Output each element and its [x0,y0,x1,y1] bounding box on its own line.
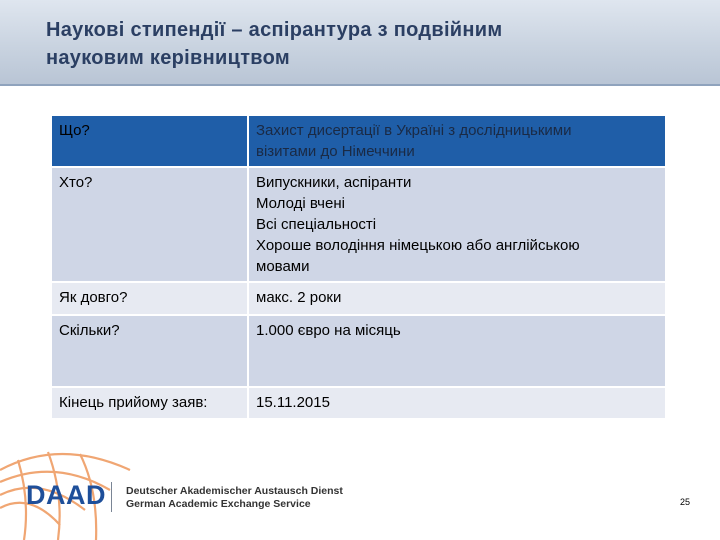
value-line: мовами [256,258,310,275]
title-line-1: Наукові стипендії – аспірантура з подвійним [46,19,503,41]
org-name-line-2: German Academic Exchange Service [126,498,311,510]
row-label: Кінець прийому заяв: [52,387,248,419]
row-value [248,282,665,315]
value-line: Хороше володіння німецькою або англійською [256,237,580,254]
org-name-line-1: Deutscher Akademischer Austausch Dienst [126,485,343,497]
table-row-amount [52,315,665,387]
row-value [248,116,665,167]
row-value [248,167,665,282]
table-row-deadline [52,387,665,419]
info-table [52,116,665,420]
header-divider [0,84,720,86]
row-value [248,387,665,419]
row-label: Скільки? [52,315,248,387]
row-label: Хто? [52,167,248,282]
row-label: Що? [52,116,248,167]
value-line: Молоді вчені [256,195,345,212]
row-label: Як довго? [52,282,248,315]
slide-title [46,16,686,72]
daad-logo: DAAD [26,480,106,510]
page-number: 25 [680,497,691,507]
table-row-duration [52,282,665,315]
value-line: 1.000 євро на місяць [256,322,401,339]
value-line: Всі спеціальності [256,216,377,233]
logo-divider [111,482,112,512]
table-row-who [52,167,665,282]
title-line-2: науковим керівництвом [46,47,290,69]
table-row-what [52,116,665,167]
value-line: Випускники, аспіранти [256,174,412,191]
organization-name [126,485,343,511]
value-line: 15.11.2015 [256,394,330,411]
row-value [248,315,665,387]
value-line: макс. 2 роки [256,289,342,306]
value-line: візитами до Німеччини [256,143,415,160]
value-line: Захист дисертації в Україні з дослідницькими [256,122,572,139]
